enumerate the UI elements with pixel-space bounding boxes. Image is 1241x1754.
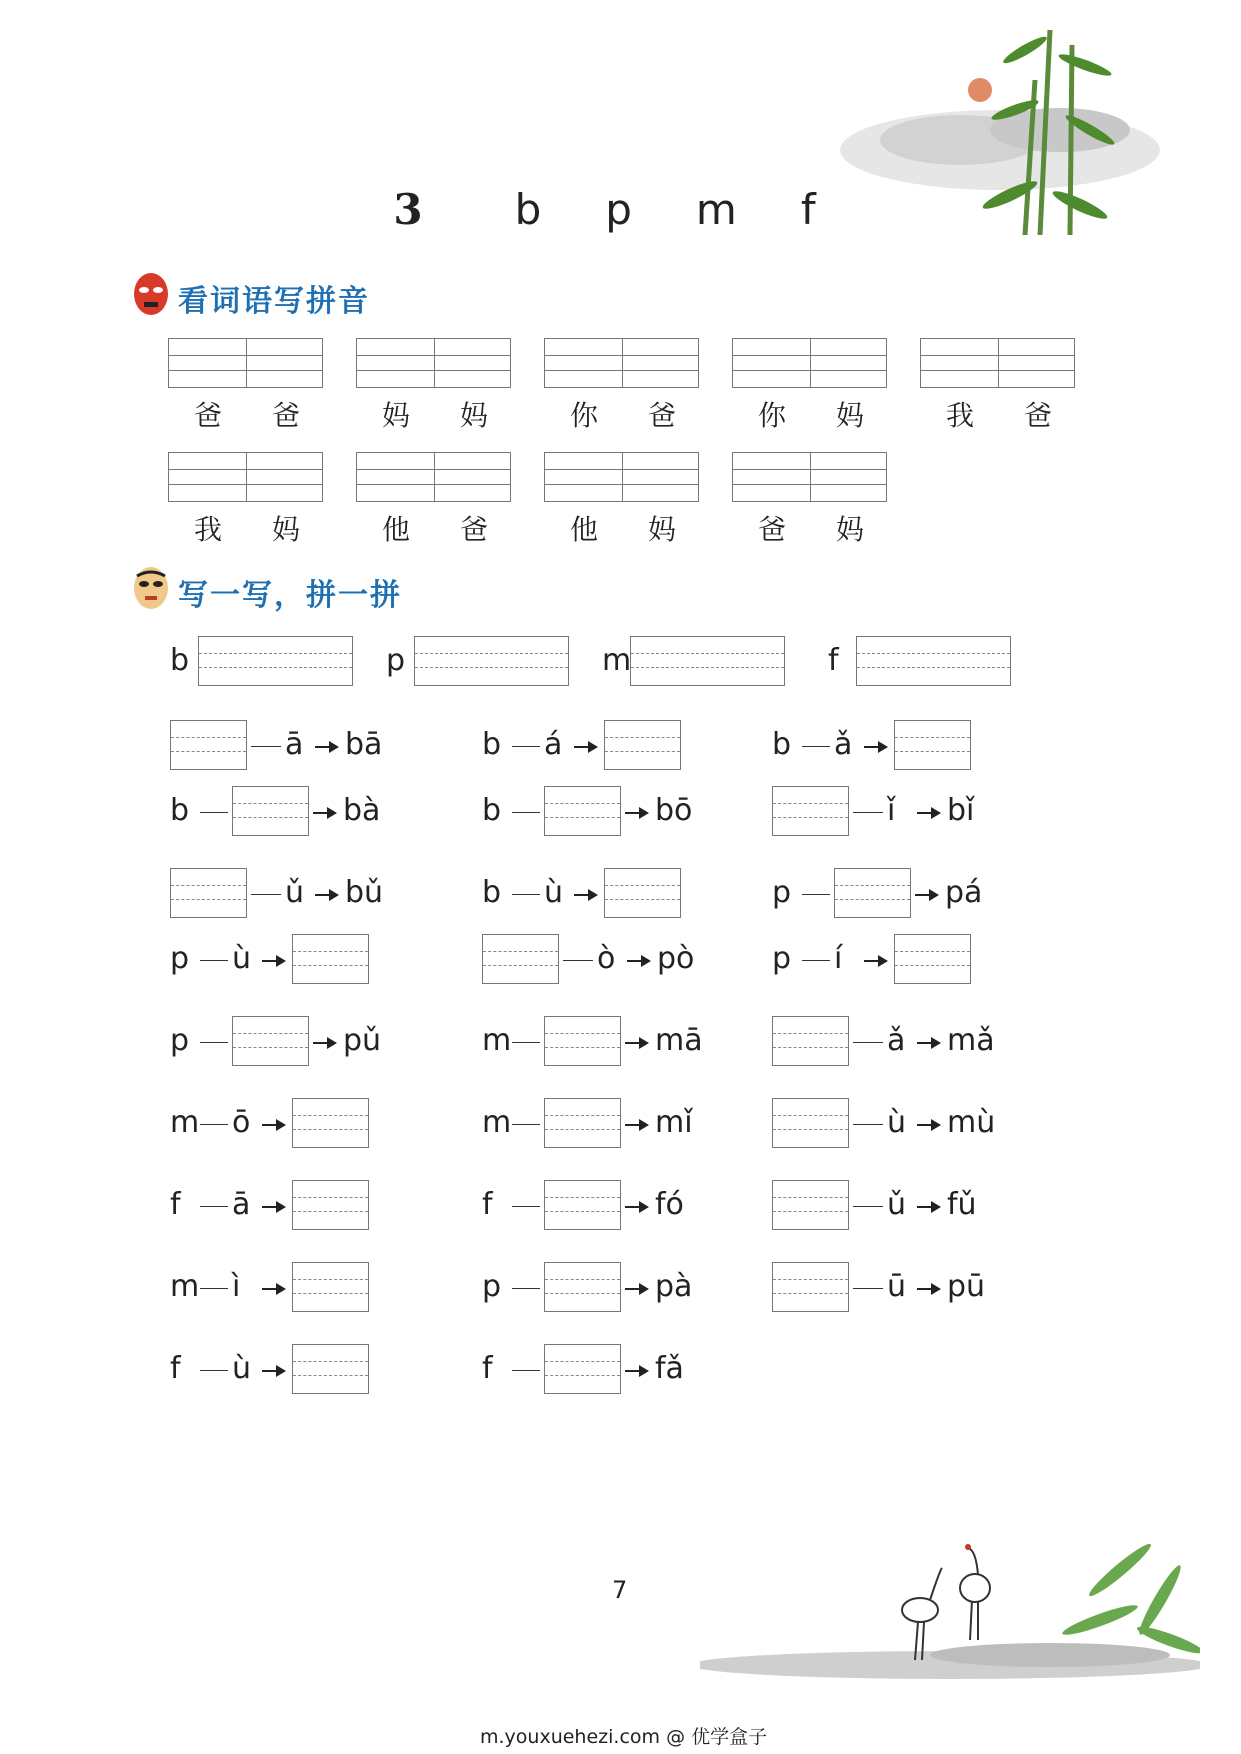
pinyin-answer-box[interactable] bbox=[732, 338, 887, 388]
word-character: 你 bbox=[570, 399, 599, 432]
connector-line bbox=[512, 894, 540, 895]
connector-line bbox=[512, 1206, 540, 1207]
pinyin-text: b bbox=[772, 727, 792, 762]
box-divider bbox=[434, 339, 435, 387]
arrow-icon bbox=[313, 1042, 335, 1044]
pinyin-text: mā bbox=[655, 1023, 703, 1058]
connector-line bbox=[200, 960, 228, 961]
box-divider bbox=[810, 339, 811, 387]
word-character: 妈 bbox=[272, 513, 301, 546]
word-character: 爸 bbox=[194, 399, 223, 432]
lesson-number: 3 bbox=[393, 185, 423, 234]
answer-box[interactable] bbox=[894, 934, 971, 984]
connector-line bbox=[802, 894, 830, 895]
box-divider bbox=[622, 453, 623, 501]
word-character: 爸 bbox=[1024, 399, 1053, 432]
arrow-icon bbox=[574, 894, 596, 896]
letter-label: m bbox=[602, 643, 632, 678]
pinyin-text: mǎ bbox=[947, 1023, 995, 1058]
pinyin-text: ō bbox=[232, 1105, 251, 1140]
pinyin-text: f bbox=[482, 1351, 493, 1386]
pinyin-text: ā bbox=[285, 727, 304, 762]
connector-line bbox=[200, 1206, 228, 1207]
box-divider bbox=[434, 453, 435, 501]
pinyin-text: b bbox=[482, 727, 502, 762]
answer-box[interactable] bbox=[772, 1098, 849, 1148]
word-character: 妈 bbox=[836, 399, 865, 432]
pinyin-text: pū bbox=[947, 1269, 986, 1304]
section-heading: 写一写，拼一拼 bbox=[178, 578, 402, 613]
answer-box[interactable] bbox=[604, 720, 681, 770]
pinyin-text: ǎ bbox=[887, 1023, 906, 1058]
pinyin-text: m bbox=[482, 1023, 512, 1058]
pinyin-text: ū bbox=[887, 1269, 907, 1304]
opera-mask-icon bbox=[132, 272, 170, 316]
connector-line bbox=[200, 1370, 228, 1371]
pinyin-answer-box[interactable] bbox=[544, 452, 699, 502]
word-character: 爸 bbox=[460, 513, 489, 546]
arrow-icon bbox=[627, 960, 649, 962]
pinyin-text: ā bbox=[232, 1187, 251, 1222]
pinyin-text: bō bbox=[655, 793, 693, 828]
pinyin-text: p bbox=[170, 1023, 190, 1058]
word-character: 爸 bbox=[758, 513, 787, 546]
answer-box[interactable] bbox=[170, 720, 247, 770]
letter-label: f bbox=[828, 643, 839, 678]
answer-box[interactable] bbox=[834, 868, 911, 918]
connector-line bbox=[802, 746, 830, 747]
word-character: 妈 bbox=[460, 399, 489, 432]
pinyin-text: ì bbox=[232, 1269, 241, 1304]
connector-line bbox=[853, 812, 883, 813]
pinyin-text: b bbox=[170, 793, 190, 828]
arrow-icon bbox=[262, 960, 284, 962]
pinyin-text: ù bbox=[887, 1105, 907, 1140]
connector-line bbox=[200, 812, 228, 813]
section-heading: 看词语写拼音 bbox=[178, 284, 370, 319]
arrow-icon bbox=[625, 1042, 647, 1044]
box-divider bbox=[810, 453, 811, 501]
arrow-icon bbox=[262, 1288, 284, 1290]
opera-mask-icon bbox=[132, 566, 170, 610]
answer-box[interactable] bbox=[772, 1016, 849, 1066]
pinyin-text: pá bbox=[945, 875, 983, 910]
pinyin-text: fǔ bbox=[947, 1187, 977, 1222]
word-character: 爸 bbox=[648, 399, 677, 432]
pinyin-text: bà bbox=[343, 793, 381, 828]
pinyin-text: ǔ bbox=[887, 1187, 907, 1222]
arrow-icon bbox=[917, 812, 939, 814]
connector-line bbox=[853, 1206, 883, 1207]
arrow-icon bbox=[625, 1124, 647, 1126]
pinyin-text: ò bbox=[597, 941, 616, 976]
lesson-title bbox=[0, 185, 1241, 234]
connector-line bbox=[251, 894, 281, 895]
word-character: 他 bbox=[382, 513, 411, 546]
connector-line bbox=[853, 1288, 883, 1289]
arrow-icon bbox=[917, 1124, 939, 1126]
pinyin-text: fǎ bbox=[655, 1351, 684, 1386]
letter-label: b bbox=[170, 643, 190, 678]
pinyin-answer-box[interactable] bbox=[732, 452, 887, 502]
pinyin-text: í bbox=[834, 941, 843, 976]
answer-box[interactable] bbox=[292, 1344, 369, 1394]
pinyin-answer-box[interactable] bbox=[544, 338, 699, 388]
pinyin-text: b bbox=[482, 875, 502, 910]
title-letter: f bbox=[800, 185, 816, 234]
arrow-icon bbox=[313, 812, 335, 814]
connector-line bbox=[200, 1124, 228, 1125]
connector-line bbox=[512, 812, 540, 813]
answer-box[interactable] bbox=[894, 720, 971, 770]
word-character: 妈 bbox=[382, 399, 411, 432]
answer-box[interactable] bbox=[544, 1262, 621, 1312]
pinyin-answer-box[interactable] bbox=[168, 338, 323, 388]
arrow-icon bbox=[262, 1206, 284, 1208]
box-divider bbox=[246, 453, 247, 501]
word-character: 我 bbox=[946, 399, 975, 432]
answer-box[interactable] bbox=[232, 1016, 309, 1066]
pinyin-text: p bbox=[170, 941, 190, 976]
connector-line bbox=[563, 960, 593, 961]
pinyin-text: b bbox=[482, 793, 502, 828]
answer-box[interactable] bbox=[544, 1098, 621, 1148]
arrow-icon bbox=[864, 960, 886, 962]
word-character: 爸 bbox=[272, 399, 301, 432]
pinyin-answer-box[interactable] bbox=[356, 452, 511, 502]
arrow-icon bbox=[915, 894, 937, 896]
landscape-decoration-bottom bbox=[700, 1510, 1200, 1680]
arrow-icon bbox=[625, 1206, 647, 1208]
pinyin-text: f bbox=[482, 1187, 493, 1222]
arrow-icon bbox=[262, 1370, 284, 1372]
pinyin-text: m bbox=[170, 1269, 200, 1304]
pinyin-text: ù bbox=[544, 875, 564, 910]
arrow-icon bbox=[262, 1124, 284, 1126]
pinyin-answer-box[interactable] bbox=[168, 452, 323, 502]
answer-box[interactable] bbox=[170, 868, 247, 918]
answer-box[interactable] bbox=[232, 786, 309, 836]
arrow-icon bbox=[625, 812, 647, 814]
pinyin-text: mǐ bbox=[655, 1105, 693, 1140]
arrow-icon bbox=[574, 746, 596, 748]
answer-box[interactable] bbox=[772, 786, 849, 836]
connector-line bbox=[853, 1042, 883, 1043]
box-divider bbox=[246, 339, 247, 387]
word-character: 他 bbox=[570, 513, 599, 546]
connector-line bbox=[512, 1370, 540, 1371]
answer-box[interactable] bbox=[544, 1344, 621, 1394]
answer-box[interactable] bbox=[482, 934, 559, 984]
arrow-icon bbox=[917, 1288, 939, 1290]
word-character: 妈 bbox=[648, 513, 677, 546]
pinyin-text: bā bbox=[345, 727, 383, 762]
pinyin-text: m bbox=[482, 1105, 512, 1140]
pinyin-text: pǔ bbox=[343, 1023, 382, 1058]
pinyin-text: á bbox=[544, 727, 563, 762]
connector-line bbox=[853, 1124, 883, 1125]
arrow-icon bbox=[864, 746, 886, 748]
answer-box[interactable] bbox=[772, 1262, 849, 1312]
answer-box[interactable] bbox=[544, 1016, 621, 1066]
letter-label: p bbox=[386, 643, 406, 678]
arrow-icon bbox=[917, 1042, 939, 1044]
box-divider bbox=[622, 339, 623, 387]
connector-line bbox=[512, 1124, 540, 1125]
answer-box[interactable] bbox=[292, 1098, 369, 1148]
pinyin-text: fó bbox=[655, 1187, 684, 1222]
pinyin-text: pò bbox=[657, 941, 695, 976]
pinyin-text: ǐ bbox=[887, 793, 896, 828]
pinyin-text: f bbox=[170, 1187, 181, 1222]
arrow-icon bbox=[625, 1288, 647, 1290]
pinyin-text: p bbox=[772, 875, 792, 910]
arrow-icon bbox=[625, 1370, 647, 1372]
word-character: 你 bbox=[758, 399, 787, 432]
arrow-icon bbox=[315, 894, 337, 896]
connector-line bbox=[802, 960, 830, 961]
answer-box[interactable] bbox=[544, 786, 621, 836]
title-letter: b bbox=[514, 185, 542, 234]
pinyin-text: mù bbox=[947, 1105, 996, 1140]
pinyin-text: bǔ bbox=[345, 875, 384, 910]
pinyin-text: ǎ bbox=[834, 727, 853, 762]
letter-writing-box[interactable] bbox=[856, 636, 1011, 686]
pinyin-text: p bbox=[482, 1269, 502, 1304]
pinyin-text: ù bbox=[232, 1351, 252, 1386]
pinyin-text: ǔ bbox=[285, 875, 305, 910]
pinyin-text: pà bbox=[655, 1269, 693, 1304]
answer-box[interactable] bbox=[292, 934, 369, 984]
connector-line bbox=[200, 1042, 228, 1043]
title-letter: p bbox=[605, 185, 632, 234]
answer-box[interactable] bbox=[292, 1180, 369, 1230]
letter-writing-box[interactable] bbox=[198, 636, 353, 686]
pinyin-text: bǐ bbox=[947, 793, 975, 828]
connector-line bbox=[200, 1288, 228, 1289]
letter-writing-box[interactable] bbox=[630, 636, 785, 686]
answer-box[interactable] bbox=[292, 1262, 369, 1312]
letter-writing-box[interactable] bbox=[414, 636, 569, 686]
pinyin-answer-box[interactable] bbox=[356, 338, 511, 388]
answer-box[interactable] bbox=[544, 1180, 621, 1230]
answer-box[interactable] bbox=[604, 868, 681, 918]
connector-line bbox=[512, 746, 540, 747]
footer-credit: m.youxuehezi.com @ 优学盒子 bbox=[480, 1726, 768, 1748]
pinyin-text: ù bbox=[232, 941, 252, 976]
arrow-icon bbox=[917, 1206, 939, 1208]
connector-line bbox=[512, 1288, 540, 1289]
pinyin-text: p bbox=[772, 941, 792, 976]
connector-line bbox=[251, 746, 281, 747]
pinyin-answer-box[interactable] bbox=[920, 338, 1075, 388]
pinyin-text: f bbox=[170, 1351, 181, 1386]
box-divider bbox=[998, 339, 999, 387]
pinyin-text: m bbox=[170, 1105, 200, 1140]
word-character: 妈 bbox=[836, 513, 865, 546]
word-character: 我 bbox=[194, 513, 223, 546]
title-letter: m bbox=[695, 185, 737, 234]
page-number: 7 bbox=[612, 1576, 628, 1604]
connector-line bbox=[512, 1042, 540, 1043]
arrow-icon bbox=[315, 746, 337, 748]
answer-box[interactable] bbox=[772, 1180, 849, 1230]
